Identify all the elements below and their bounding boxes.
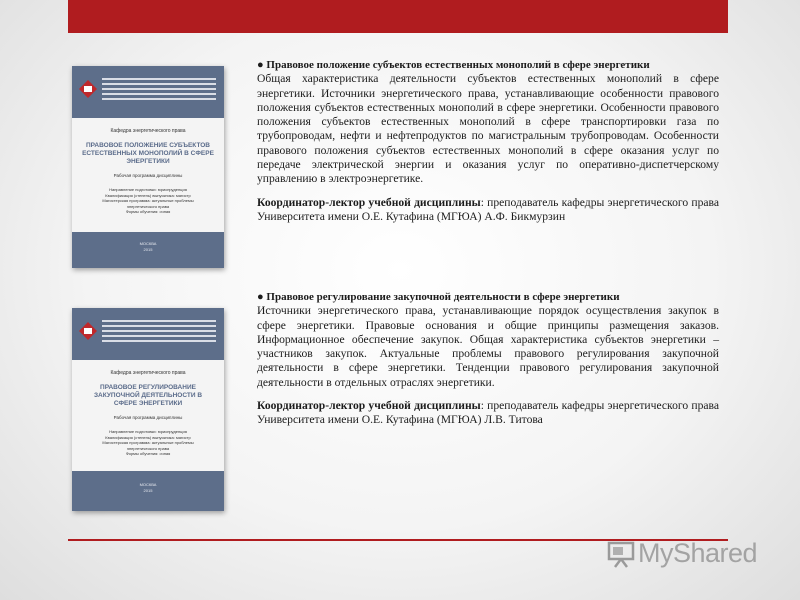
cover-header-text <box>102 78 216 103</box>
cover-year: 2015 <box>143 247 153 252</box>
cover-city: МОСКВА <box>139 482 157 487</box>
cover-year: 2015 <box>143 488 153 493</box>
book-cover-1 <box>72 66 224 268</box>
top-accent-bar <box>68 0 728 33</box>
course-heading: ● Правовое положение субъектов естественных монополий в сфере энергетики <box>257 59 650 71</box>
cover-details: Направление подготовки: юриспруденция Квалификация (степень) выпускника: магистр Магистерская программа: актуальные проблемы энергетического права Формы обучения: очная <box>102 187 194 214</box>
course-coordinator: Координатор-лектор учебной дисциплины: преподаватель кафедры энергетического права Университета имени О.Е. Кутафина (МГЮА) Л.В. Титова <box>257 399 719 427</box>
cover-bottom-band <box>72 232 224 268</box>
course-description: Источники энергетического права, устанавливающие порядок осуществления закупок в сфере энергетики. Правовые основания и общие принципы размещения заказов. Информационное обеспечение закупок. Общая характеристика субъектов энергетики – участников закупок. Актуальные проблемы правового регулирования закупочной деятельности в сфере энергетики. Тенденции правового регулирования закупочной деятельности в отдельных отраслях энергетики. <box>257 304 719 389</box>
cover-top-band <box>72 66 224 118</box>
university-emblem-icon <box>79 80 97 98</box>
course-block-2 <box>257 290 719 428</box>
cover-program-type: Рабочая программа дисциплины <box>113 173 183 178</box>
cover-title: ПРАВОВОЕ ПОЛОЖЕНИЕ СУБЪЕКТОВ ЕСТЕСТВЕННЫХ МОНОПОЛИЙ В СФЕРЕ ЭНЕРГЕТИКИ <box>82 142 214 165</box>
cover-department: Кафедра энергетического права <box>110 128 186 134</box>
course-description: Общая характеристика деятельности субъектов естественных монополий в сфере энергетики. Источники энергетического права, устанавливающие особенности правового положения субъектов естественных монополий в сфере энергетики. Особенности правового положения субъектов естественных монополий в сфере транспортировки газа по трубопроводам, нефти и нефтепродуктов по магистральным трубопроводам. Особенности правового положения субъектов естественных монополий в сфере оказания услуг по передаче электрической энергии и оказания услуг по оперативно-диспетчерскому управлению в электроэнергетике. <box>257 72 719 186</box>
cover-title: ПРАВОВОЕ РЕГУЛИРОВАНИЕ ЗАКУПОЧНОЙ ДЕЯТЕЛЬНОСТИ В СФЕРЕ ЭНЕРГЕТИКИ <box>93 384 203 407</box>
presentation-board-icon <box>606 540 636 568</box>
watermark-text: MyShared <box>638 538 758 568</box>
cover-program-type: Рабочая программа дисциплины <box>113 415 183 420</box>
cover-bottom-band <box>72 471 224 511</box>
cover-department: Кафедра энергетического права <box>110 370 186 376</box>
cover-details: Направление подготовки: юриспруденция Квалификация (степень) выпускника: магистр Магистерская программа: актуальные проблемы энергетического права Формы обучения: очная <box>102 429 194 456</box>
course-coordinator: Координатор-лектор учебной дисциплины: преподаватель кафедры энергетического права Университета имени О.Е. Кутафина (МГЮА) А.Ф. Бикмурзин <box>257 195 719 223</box>
cover-header-text <box>102 320 216 345</box>
university-emblem-icon <box>79 322 97 340</box>
course-block-1 <box>257 58 719 224</box>
cover-top-band <box>72 308 224 360</box>
book-cover-2 <box>72 308 224 511</box>
course-heading: ● Правовое регулирование закупочной деятельности в сфере энергетики <box>257 291 620 303</box>
watermark <box>606 536 766 572</box>
cover-city: МОСКВА <box>139 241 157 246</box>
